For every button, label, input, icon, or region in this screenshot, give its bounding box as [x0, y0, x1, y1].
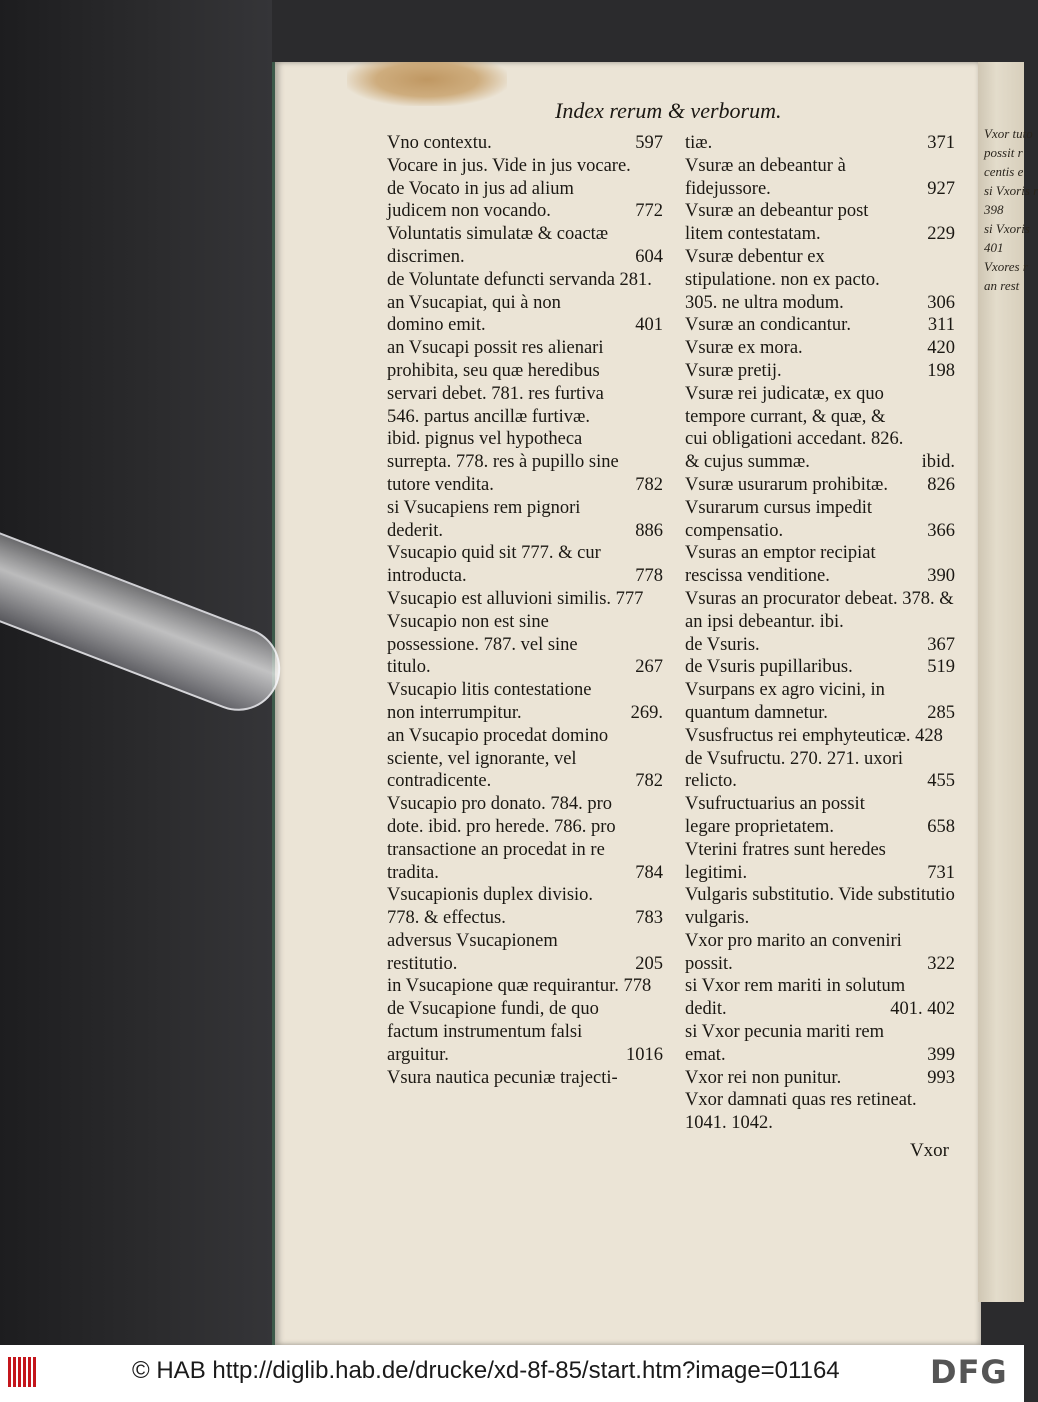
- index-entry: [685, 1021, 955, 1067]
- index-entry-text: Voluntatis simulatæ & coactæ discrimen.: [387, 224, 609, 267]
- index-entry-page: 322: [927, 953, 955, 974]
- index-entry-text: adversus Vsucapionem restitutio.: [387, 930, 558, 974]
- index-entry: [685, 656, 955, 679]
- index-entry-text: Vsuras an procurator debeat. 378. & an ipsi debeantur. ibi.: [685, 588, 954, 632]
- index-entry: [685, 155, 955, 201]
- neighbor-page-text: [980, 124, 1038, 295]
- index-entry: [685, 930, 955, 976]
- index-entry-text: si Vxor rem mariti in solutum dedit.: [685, 976, 906, 1020]
- index-entry: [387, 975, 663, 998]
- index-entry-text: in Vsucapione quæ requirantur. 778: [387, 976, 652, 997]
- index-entry: [387, 1067, 663, 1090]
- index-entry: [685, 314, 955, 337]
- book-page: [272, 62, 981, 1345]
- index-entry: [387, 930, 663, 976]
- index-entry-text: Vsucapionis duplex divisio. 778. & effectus.: [387, 885, 594, 929]
- index-entry-text: Vsucapio est alluvioni similis. 777: [387, 588, 644, 609]
- index-entry-page: 311: [927, 315, 955, 336]
- index-entry: [685, 679, 955, 725]
- index-entry-page: 782: [635, 474, 663, 495]
- index-entry: [387, 588, 663, 611]
- index-entry: [387, 292, 663, 338]
- index-entry: [387, 337, 663, 497]
- index-entry-page: 993: [927, 1067, 955, 1088]
- index-entry-text: si Vxor pecunia mariti rem emat.: [685, 1022, 884, 1065]
- index-entry: [685, 588, 955, 634]
- index-entry-text: Vsuræ ex mora.: [685, 338, 803, 359]
- index-entry: [685, 793, 955, 839]
- index-entry-text: si Vsucapiens rem pignori dederit.: [387, 497, 581, 541]
- index-entry: [387, 178, 663, 224]
- index-entry-text: de Vsuris.: [685, 634, 760, 655]
- index-entry-page: 886: [635, 520, 663, 541]
- index-entry: [387, 497, 663, 543]
- index-entry: [387, 884, 663, 930]
- index-entry-text: an Vsucapiat, qui à non domino emit.: [387, 292, 561, 336]
- neighbor-line: Vxor tuto: [984, 126, 1033, 141]
- index-entry-text: Vsucapio non est sine possessione. 787. vel sine titulo.: [387, 611, 578, 678]
- index-entry-page: 399: [927, 1044, 955, 1065]
- index-entry: [387, 725, 663, 793]
- index-entry: [685, 748, 955, 794]
- index-entry: [685, 634, 955, 657]
- index-entry-text: Vsuræ usurarum prohibitæ.: [685, 474, 888, 495]
- index-entry-text: Vocare in jus. Vide in jus vocare.: [387, 155, 631, 176]
- index-entry: [685, 200, 955, 246]
- index-entry-page: 205: [635, 953, 663, 974]
- index-entry-text: Vsurarum cursus impedit compensatio.: [685, 497, 873, 541]
- index-entry-text: Vsura nautica pecuniæ trajecti-: [387, 1067, 618, 1088]
- index-entry-text: de Vsucapione fundi, de quo factum instrumentum falsi arguitur.: [387, 999, 599, 1065]
- index-entry-page: 401: [635, 315, 663, 336]
- index-entry-page: 420: [927, 338, 955, 359]
- neighbor-line: 398: [984, 202, 1004, 217]
- index-entry-page: 772: [635, 201, 663, 222]
- index-entry: [685, 839, 955, 885]
- index-entry-page: 198: [927, 360, 955, 381]
- index-entry-page: 401. 402: [890, 999, 955, 1020]
- index-entry-text: Vulgaris substitutio. Vide substitutio vulgaris.: [685, 885, 955, 929]
- index-entry-text: an Vsucapi possit res alienari prohibita, seu quæ heredibus servari debet. 781. res furtiva 546. partus ancillæ furtivæ. ibid. pignus vel hypotheca surrepta. 778. res à pupillo sine tutore vendita.: [387, 338, 619, 495]
- neighbor-line: 401: [984, 240, 1004, 255]
- index-entry: [685, 132, 955, 155]
- index-entry: [685, 383, 955, 474]
- index-entry: [685, 1089, 955, 1135]
- index-entry: [387, 155, 663, 178]
- index-entry-page: 366: [927, 520, 955, 541]
- neighbor-page-edge: [978, 62, 1038, 1302]
- index-entry-text: Vsufructuarius an possit legare proprietatem.: [685, 794, 865, 837]
- index-entry-text: an Vsucapio procedat domino sciente, vel ignorante, vel contradicente.: [387, 725, 609, 792]
- index-entry-page: 371: [927, 133, 955, 153]
- index-entry: [387, 542, 663, 588]
- index-entry: [387, 611, 663, 679]
- index-entry-text: Vsucapio quid sit 777. & cur introducta.: [387, 543, 601, 587]
- index-entry-page: 604: [635, 246, 663, 267]
- index-entry-page: 731: [927, 862, 955, 883]
- index-entry-page: 597: [635, 133, 663, 153]
- index-entry: [685, 975, 955, 1021]
- index-entry-page: 783: [635, 908, 663, 929]
- index-entry-text: Vterini fratres sunt heredes legitimi.: [685, 839, 886, 883]
- index-entry-text: Vsuræ pretij.: [685, 360, 782, 381]
- index-entry-page: 285: [927, 702, 955, 723]
- index-entry-page: 267: [635, 657, 663, 678]
- index-entry-text: Vsuræ an debeantur à fidejussore.: [685, 155, 846, 199]
- catchword: Vxor: [909, 1140, 949, 1161]
- index-entry: [387, 998, 663, 1066]
- index-entry: [387, 793, 663, 884]
- index-entry-text: de Vocato in jus ad alium judicem non vocando.: [387, 178, 574, 222]
- index-entry: [685, 884, 955, 930]
- index-entry: [387, 132, 663, 155]
- index-entry: [685, 542, 955, 588]
- index-entry-page: 519: [927, 657, 955, 678]
- index-entry-text: Vsurpans ex agro vicini, in quantum damnetur.: [685, 680, 885, 723]
- footer-bar: [0, 1345, 1024, 1402]
- index-entry-text: Vno contextu.: [387, 133, 492, 153]
- index-entry-text: de Vsuris pupillaribus.: [685, 657, 853, 678]
- index-entry: [685, 1067, 955, 1090]
- index-entry-text: de Voluntate defuncti servanda 281.: [387, 269, 652, 290]
- index-entry-page: 778: [635, 566, 663, 587]
- hab-logo-icon: [8, 1357, 44, 1391]
- index-entry-text: Vsuræ rei judicatæ, ex quo tempore currant, & quæ, & cui obligationi accedant. 826. & cujus summæ.: [685, 383, 904, 473]
- index-entry-page: 784: [635, 862, 663, 883]
- credit-link[interactable]: © HAB http://diglib.hab.de/drucke/xd-8f-85/start.htm?image=01164: [132, 1357, 840, 1384]
- neighbor-line: centis e: [984, 164, 1024, 179]
- index-entry-text: Vsucapio litis contestatione non interrumpitur.: [387, 680, 592, 723]
- index-entry-page: 390: [927, 566, 955, 587]
- water-stain: [347, 62, 507, 106]
- index-entry-text: de Vsufructu. 270. 271. uxori relicto.: [685, 748, 904, 792]
- neighbor-line: an rest: [984, 278, 1020, 293]
- dfg-logo: DFG: [930, 1353, 1008, 1391]
- index-entry: [387, 679, 663, 725]
- index-entry-page: 455: [927, 771, 955, 792]
- index-entry-page: 269.: [630, 702, 663, 723]
- index-entry-text: tiæ.: [685, 133, 713, 153]
- index-entry: [685, 725, 955, 748]
- index-column-right: [685, 132, 955, 1135]
- neighbor-line: si Vxoris r: [984, 183, 1038, 198]
- index-entry-text: Vsucapio pro donato. 784. pro dote. ibid. pro herede. 786. pro transactione an procedat in re tradita.: [387, 794, 616, 883]
- neighbor-line: possit r: [984, 145, 1023, 160]
- index-entry-page: 782: [635, 771, 663, 792]
- running-head: Index rerum & verborum.: [555, 98, 782, 123]
- index-entry: [387, 269, 663, 292]
- index-entry: [685, 360, 955, 383]
- index-entry-page: 658: [927, 816, 955, 837]
- index-column-left: [387, 132, 663, 1089]
- index-entry-page: 229: [927, 224, 955, 245]
- index-entry-text: Vsuræ an condicantur.: [685, 315, 851, 336]
- index-entry: [387, 223, 663, 269]
- index-entry-text: Vsuras an emptor recipiat rescissa venditione.: [685, 543, 876, 587]
- neighbor-line: Vxores r: [984, 259, 1028, 274]
- index-entry-text: Vxor pro marito an conveniri possit.: [685, 930, 902, 974]
- index-entry-text: Vsuræ debentur ex stipulatione. non ex pacto. 305. ne ultra modum.: [685, 246, 880, 313]
- index-entry-text: Vsuræ an debeantur post litem contestatam.: [685, 201, 869, 245]
- index-entry-text: Vxor damnati quas res retineat. 1041. 1042.: [685, 1090, 917, 1134]
- index-entry-page: 927: [927, 178, 955, 199]
- index-entry: [685, 246, 955, 314]
- index-entry-page: 826: [927, 474, 955, 495]
- index-entry-page: 306: [927, 292, 955, 313]
- index-entry: [685, 474, 955, 497]
- index-entry: [685, 497, 955, 543]
- index-entry-text: Vsusfructus rei emphyteuticæ. 428: [685, 725, 943, 746]
- index-entry-page: 367: [927, 634, 955, 655]
- index-entry-page: 1016: [626, 1044, 663, 1065]
- neighbor-line: si Vxoris: [984, 221, 1030, 236]
- index-entry: [685, 337, 955, 360]
- index-entry-text: Vxor rei non punitur.: [685, 1067, 842, 1088]
- index-entry-page: ibid.: [921, 452, 955, 473]
